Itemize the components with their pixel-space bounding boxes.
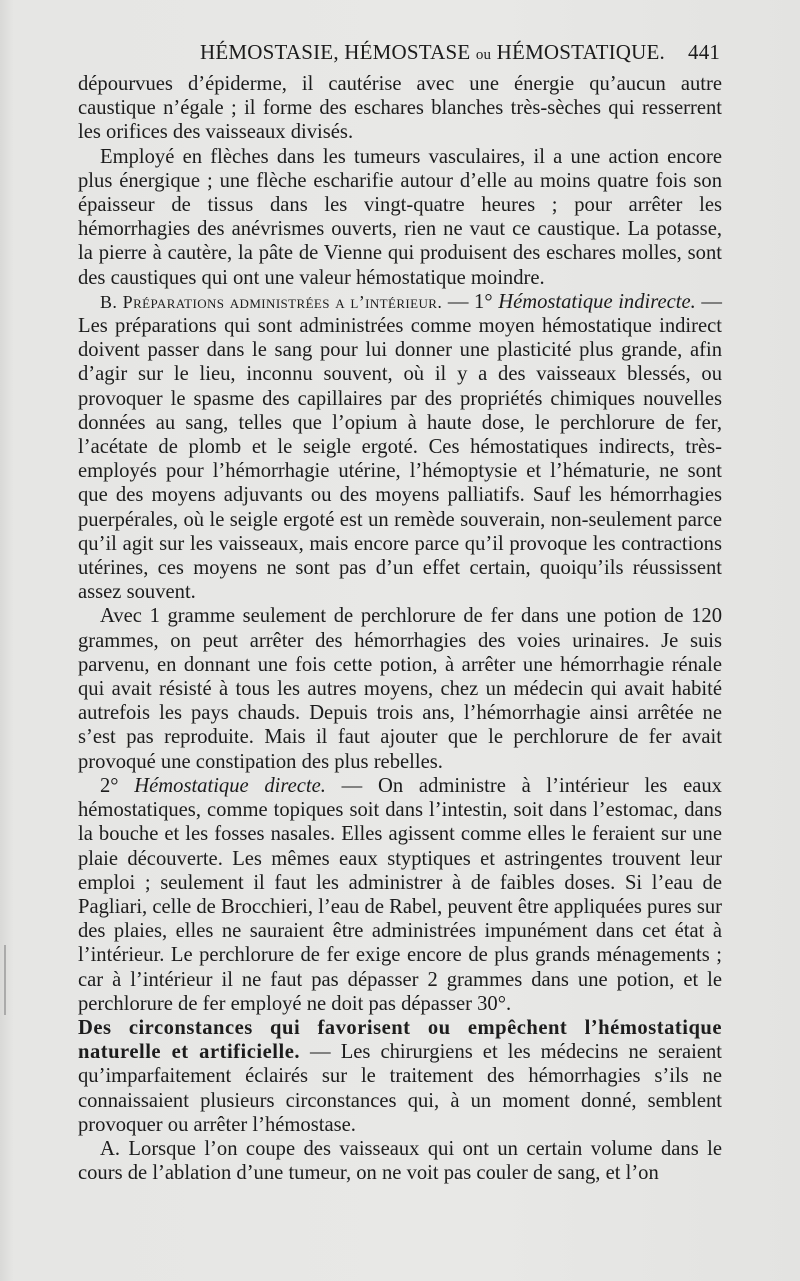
paragraph-2: Employé en flèches dans les tumeurs vasculaires, il a une action encore plus énergique ; une flèche escharifie autour d’elle au moins quatre fois son épaisseur de tissus dans les vingt-quatre heures ; pour arrêter les hémorrhagies des anévrismes ouverts, rien ne vaut ce caustique. La potasse, la pierre à cautère, la pâte de Vienne qui produisent des eschares molles, sont des caustiques qui ont une valeur hémostatique moindre. [78, 145, 722, 289]
page-body [78, 72, 722, 1185]
page-number: 441 [688, 40, 721, 64]
paragraph-1: dépourvues d’épiderme, il cautérise avec une énergie qu’aucun autre caustique n’égale ; il forme des eschares blanches très-sèches qui resserrent les orifices des vaisseaux divisés. [78, 73, 722, 144]
subheading-indirect: Hémostatique indirecte. [498, 290, 696, 313]
paragraph-4: Avec 1 gramme seulement de perchlorure de fer dans une potion de 120 grammes, on peut arrêter des hémorrhagies des voies urinaires. Je suis parvenu, en donnant une fois cette potion, à arrêter une hémorrhagie rénale qui avait résisté à tous les autres moyens, chez un médecin qui avait habité autrefois les pays chauds. Depuis trois ans, l’hémorrhagie ainsi arrêtée ne s’est pas reproduite. Mais il faut ajouter que le perchlorure de fer avait provoqué une constipation des plus rebelles. [78, 605, 722, 773]
paragraph-5 [78, 774, 722, 1016]
paragraph-3 [78, 290, 722, 605]
p5-num: 2° [100, 774, 135, 797]
paragraph-6 [78, 1016, 722, 1137]
running-title [200, 40, 665, 65]
p6-text: — Les chirurgiens et les médecins ne seraient qu’imparfaitement éclairés sur le traitement des hémorrhagies s’ils ne connaissaient plusieurs circonstances qui, à un moment donné, semblent provoquer ou arrêter l’hémostase. [78, 1041, 723, 1136]
section-heading-circonstances: Des circonstances qui favorisent ou empêchent l’hémostatique naturelle et artificielle. [78, 1016, 722, 1064]
section-heading-b: B. Préparations administrées a l’intérieur. [100, 291, 443, 312]
margin-mark [4, 945, 14, 1015]
running-header [0, 36, 800, 68]
title-end: HÉMOSTATIQUE. [496, 40, 665, 64]
p3-dash: — 1° [442, 290, 499, 313]
title-ou: ou [475, 47, 492, 63]
title-main: HÉMOSTASIE, HÉMOSTASE [200, 40, 471, 64]
p3-text: — Les préparations qui sont administrées comme moyen hémostatique indirect doivent passer dans le sang pour lui donner une plasticité plus grande, afin d’agir sur le lieu, inconnu souvent, où il y a des vaisseaux blessés, ou provoquer le spasme des capillaires par des propriétés chimiques nouvelles données au sang, telles que l’opium à haute dose, le perchlorure de fer, l’acétate de plomb et le seigle ergoté. Ces hémostatiques indirects, très-employés pour l’hémorrhagie utérine, l’hémoptysie et l’hématurie, ne sont que des moyens adjuvants ou des moyens palliatifs. Sauf les hémorrhagies puerpérales, où le seigle ergoté est un remède souverain, non-seulement parce qu’il agit sur les vaisseaux, mais encore parce qu’il provoque les contractions utérines, ces moyens ne sont pas d’un effet certain, quoiqu’ils réussissent assez souvent. [78, 290, 722, 604]
subheading-direct: Hémostatique directe. [134, 774, 326, 797]
paragraph-7: A. Lorsque l’on coupe des vaisseaux qui ont un certain volume dans le cours de l’ablation d’une tumeur, on ne voit pas couler de sang, et l’on [78, 1137, 722, 1185]
p5-text: — On administre à l’intérieur les eaux hémostatiques, comme topiques soit dans l’intestin, soit dans l’estomac, dans la bouche et les fosses nasales. Elles agissent comme elles le feraient sur une plaie découverte. Les mêmes eaux styptiques et astringentes trouvent leur emploi ; seulement il faut les administrer à de faibles doses. Si l’eau de Pagliari, celle de Brocchieri, l’eau de Rabel, peuvent être appliquées pures sur des plaies, elles ne sauraient être administrées impunément dans cet état à l’intérieur. Le perchlorure de fer exige encore de plus grands ménagements ; car à l’intérieur il ne faut pas dépasser 2 grammes dans une potion, et le perchlorure de fer employé ne doit pas dépasser 30°. [78, 774, 722, 1015]
